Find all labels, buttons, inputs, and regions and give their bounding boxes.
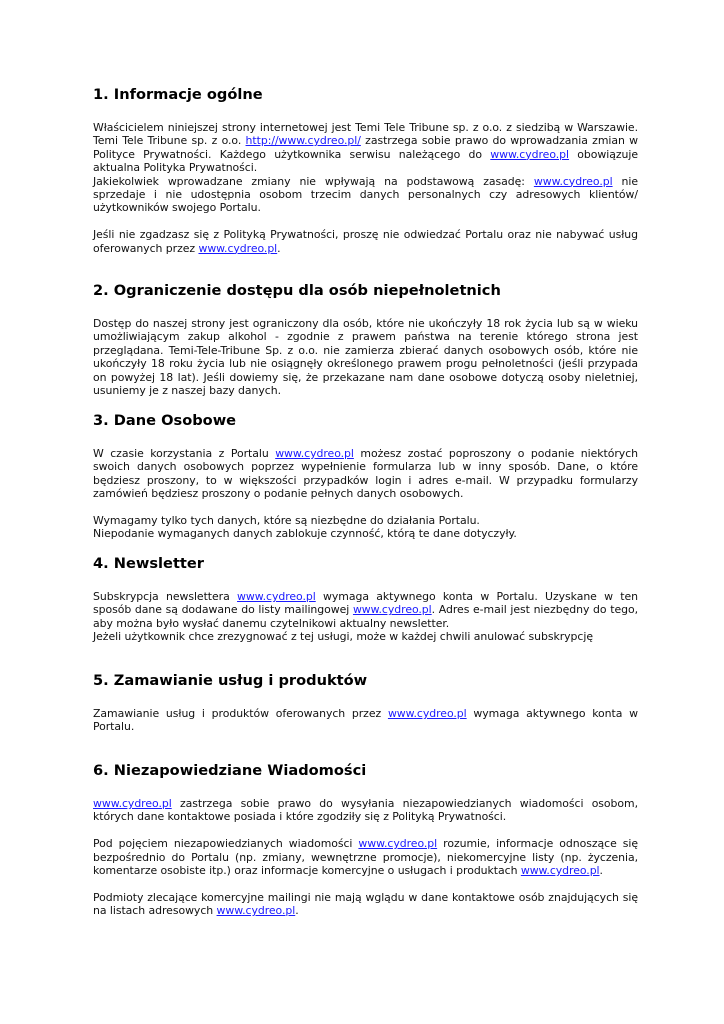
paragraph-text: . [599,864,603,878]
paragraph-text: . [295,904,299,918]
paragraph-text: wymaga aktywnego konta w Portalu. [93,707,638,734]
cydreo-link[interactable]: www.cydreo.pl [533,174,613,188]
paragraph-text: obowiązuje aktualna Polityka Prywatności. [93,147,638,175]
section-minors-access [93,282,638,397]
paragraph-text: Dostęp do naszej strony jest ograniczony dla osób, które nie ukończyły 18 rok życia lub są w wieku umożliwiającym zakup alkohol - zgodnie z prawem państwa na terenie którego strona jest przeglądana. Temi-Tele-Tribune Sp. z o.o. nie zamierza zbierać danych osobowych osób, które nie ukończyły 18 roku życia lub nie osiągnęły określonego prawem progu pełnoletności (jeśli przypada on powyżej 18 lat). Jeśli dowiemy się, że przekazane nam dane osobowe dotyczą osoby nieletniej, usuniemy je z naszej bazy danych. [93,317,638,398]
paragraph [93,447,638,501]
paragraph-text: Subskrypcja newslettera [93,590,238,603]
paragraph-text: Jakiekolwiek wprowadzane zmiany nie wpływają na podstawową zasadę: [93,174,534,188]
paragraph [93,837,638,877]
section-ordering [93,672,638,734]
section-heading: 4. Newsletter [93,555,205,572]
cydreo-link[interactable]: www.cydreo.pl [358,837,438,851]
section-heading: 5. Zamawianie usług i produktów [93,672,368,689]
paragraph-text: nie sprzedaje i nie udostępnia osobom trzecim danych personalnych czy adresowych klientów/ użytkowników swojego Portalu. [93,174,639,215]
cydreo-link[interactable]: www.cydreo.pl [352,603,432,617]
section-heading: 6. Niezapowiedziane Wiadomości [93,762,367,779]
cydreo-link[interactable]: www.cydreo.pl [387,707,467,720]
paragraph-text: W czasie korzystania z Portalu [93,447,276,460]
paragraph-text: Podmioty zlecające komercyjne mailingi nie mają wglądu w dane kontaktowe osób znajdujących się na listach adresowych [93,890,638,918]
section-personal-data [93,412,638,541]
paragraph [93,891,638,918]
paragraph-text: Wymagamy tylko tych danych, które są niezbędne do działania Portalu. [93,514,480,528]
section-heading: 2. Ograniczenie dostępu dla osób niepełnoletnich [93,282,501,299]
paragraph-text: . Adres e-mail jest niezbędny do tego, aby można było wysłać danemu czytelnikowi aktualny newsletter. [93,603,638,630]
section-newsletter [93,555,638,644]
cydreo-link[interactable]: www.cydreo.pl [275,447,354,460]
paragraph-text: rozumie, informacje odnoszące się bezpośrednio do Portalu (np. zmiany, wewnętrzne promocje), niekomercyjne listy (np. życzenia, komentarze osobiste itp.) oraz informacje komercyjne o usługach i produktach [93,837,638,878]
cydreo-link[interactable]: http://www.cydreo.pl/ [245,134,361,148]
paragraph-text: Zamawianie usług i produktów oferowanych przez [93,707,388,720]
paragraph-text: Jeśli nie zgadzasz się z Polityką Prywatności, proszę nie odwiedzać Portalu oraz nie nabywać usług oferowanych przez [93,228,638,255]
paragraph [93,317,638,397]
paragraph [93,175,638,215]
paragraph-text: możesz zostać poproszony o podanie niektórych swoich danych osobowych poprzez wypełnienie formularza lub w inny sposób. Dane, o które będziesz proszony, to w większości przypadków login i adres e-mail. W przypadku formularzy zamówień będziesz proszony o podanie pełnych danych osobowych. [93,447,638,501]
paragraph-text: . [277,241,281,255]
cydreo-link[interactable]: www.cydreo.pl [520,864,600,878]
paragraph-text: Właścicielem niniejszej strony internetowej jest Temi Tele Tribune sp. z o.o. z siedzibą w Warszawie. Temi Tele Tribune sp. z o.o. [93,121,638,148]
paragraph [93,228,638,255]
paragraph-text: zastrzega sobie prawo do wprowadzania zmian w Polityce Prywatności. Każdego użytkownika serwisu należącego do [93,134,638,161]
paragraph-text: wymaga aktywnego konta w Portalu. Uzyskane w ten sposób dane są dodawane do listy mailingowej [93,590,638,617]
cydreo-link[interactable]: www.cydreo.pl [216,904,296,918]
section-heading: 1. Informacje ogólne [93,86,263,103]
cydreo-link[interactable]: www.cydreo.pl [93,797,172,810]
paragraph [93,630,638,643]
paragraph [93,527,638,540]
paragraph [93,590,638,630]
paragraph [93,797,638,824]
paragraph [93,121,638,175]
section-unsolicited-messages [93,762,638,918]
paragraph-text: Niepodanie wymaganych danych zablokuje czynność, którą te dane dotyczyły. [93,527,517,541]
section-general-info [93,86,638,255]
section-heading: 3. Dane Osobowe [93,412,237,429]
cydreo-link[interactable]: www.cydreo.pl [237,590,316,603]
paragraph [93,707,638,734]
paragraph-text: Pod pojęciem niezapowiedzianych wiadomości [93,837,359,851]
paragraph-text: zastrzega sobie prawo do wysyłania niezapowiedzianych wiadomości osobom, których dane kontaktowe posiada i które zgodziły się z Polityką Prywatności. [93,797,638,824]
cydreo-link[interactable]: www.cydreo.pl [198,241,278,255]
cydreo-link[interactable]: www.cydreo.pl [490,147,569,161]
paragraph-text: Jeżeli użytkownik chce zrezygnować z tej usługi, może w każdej chwili anulować subskrypcję [93,630,593,644]
paragraph [93,514,638,527]
